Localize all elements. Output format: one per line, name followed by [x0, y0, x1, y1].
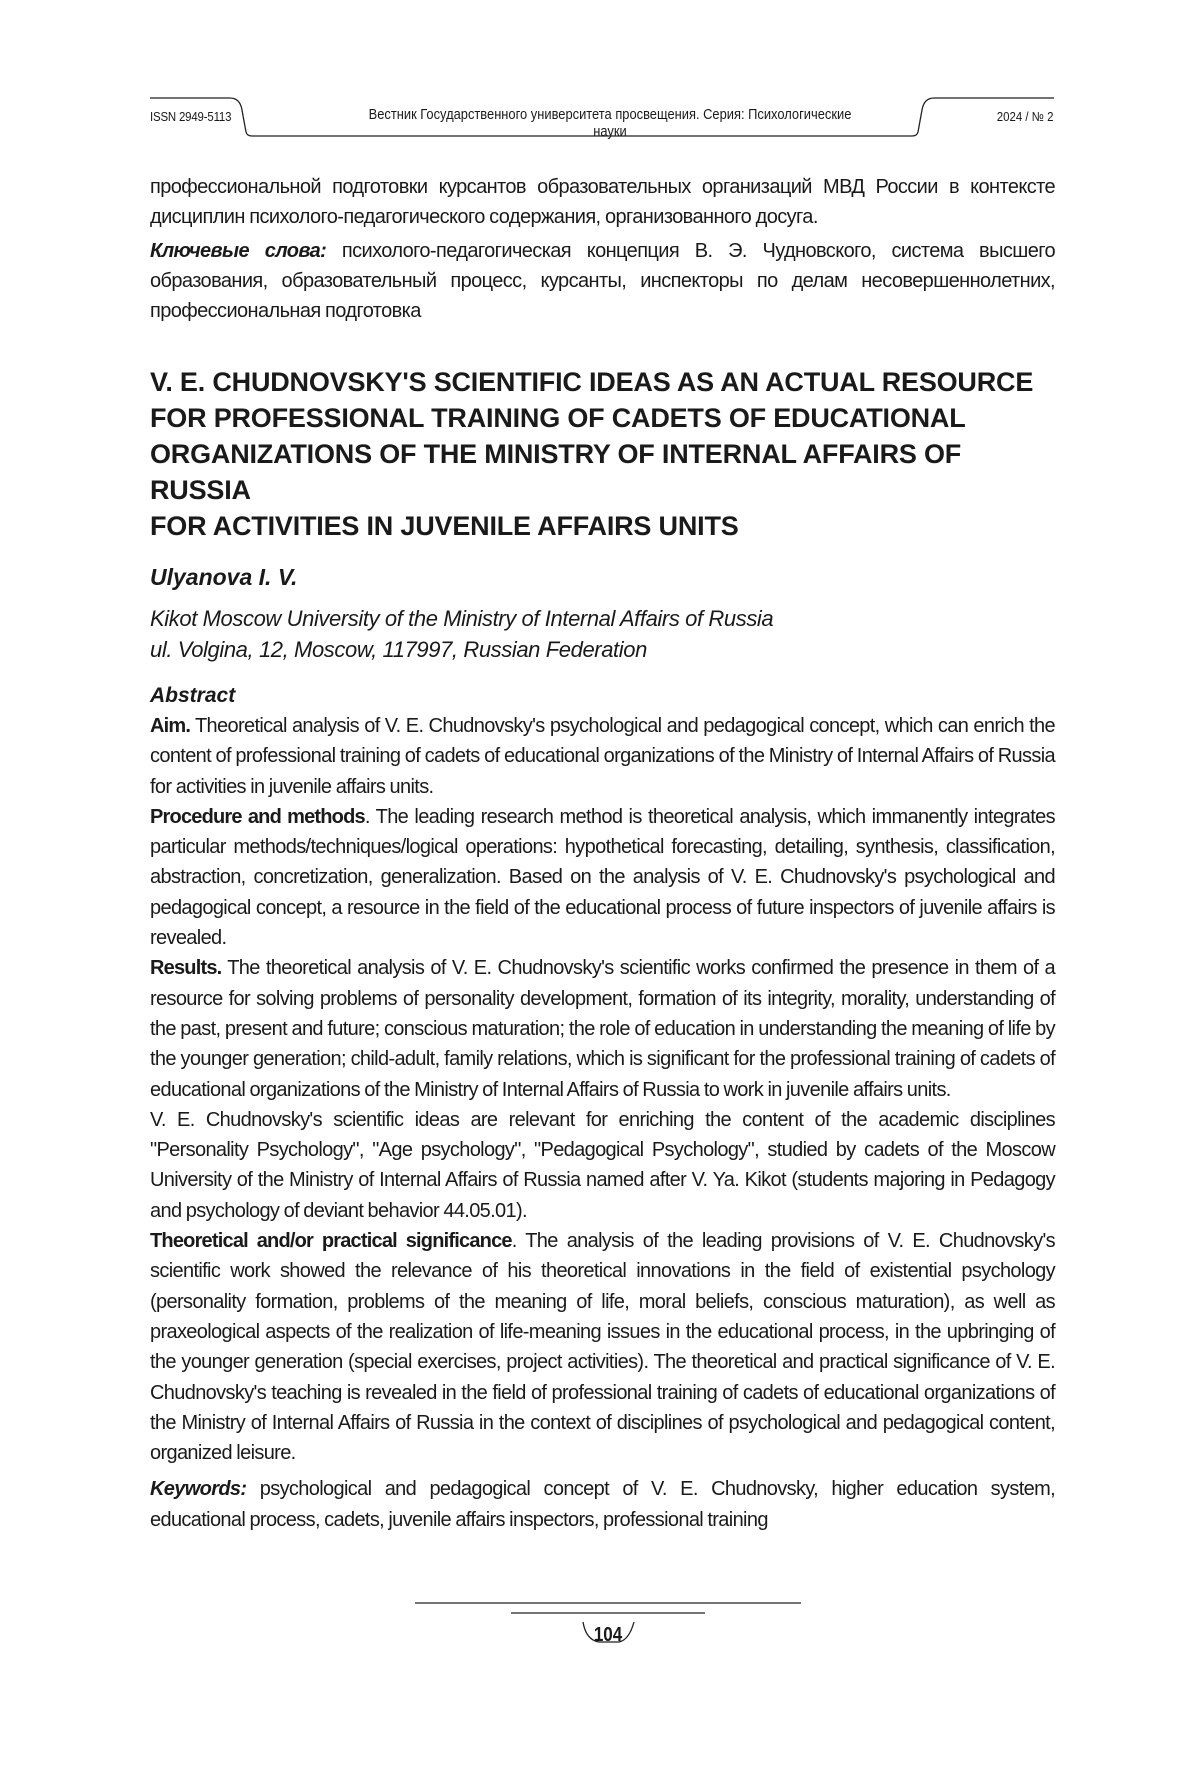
methods-label: Procedure and methods — [150, 805, 365, 828]
page-number: 104 — [593, 1624, 623, 1646]
english-keywords-label: Keywords: — [150, 1478, 247, 1501]
english-keywords — [150, 1474, 1055, 1535]
author-name: Ulyanova I. V. — [150, 564, 298, 590]
results-text: The theoretical analysis of V. E. Chudnovsky's scientific works confirmed the presence in them of a resource for solving problems of personality development, formation of its integrity, morality, understanding of the past, present and future; conscious maturation; the role of education in understanding the meaning of life by the younger generation; child-adult, family relations, which is significant for the professional training of cadets of educational organizations of the Ministry of Internal Affairs of Russia to work in juvenile affairs units. — [150, 957, 1055, 1101]
russian-keywords-text: психолого-педагогическая концепция В. Э. Чудновского, система высшего образования, образовательный процесс, курсанты, инспекторы по делам несовершеннолетних, профессиональная подготовка — [150, 240, 1055, 322]
running-header — [150, 92, 1054, 138]
journal-title: Вестник Государственного университета просвещения. Серия: Психологические науки — [368, 106, 852, 140]
results-label: Results. — [150, 957, 222, 980]
issn-label: ISSN 2949-5113 — [150, 109, 232, 124]
author-affiliation — [150, 603, 1055, 665]
abstract-results — [150, 953, 1055, 1104]
affiliation-line-1: Kikot Moscow University of the Ministry of Internal Affairs of Russia — [150, 606, 774, 631]
page-content — [150, 172, 1055, 1535]
methods-text: . The leading research method is theoretical analysis, which immanently integrates particular methods/techniques/logical operations: hypothetical forecasting, detailing, synthesis, classification, abstraction, concretization, generalization. Based on the analysis of V. E. Chudnovsky's psychological and pedagogical concept, a resource in the field of the educational process of future inspectors of juvenile affairs is revealed. — [150, 805, 1056, 950]
russian-abstract-continuation: профессиональной подготовки курсантов образовательных организаций МВД России в контексте дисциплин психолого-педагогического содержания, организованного досуга. — [150, 176, 1055, 228]
russian-keywords — [150, 236, 1055, 326]
english-keywords-text: psychological and pedagogical concept of V. E. Chudnovsky, higher education system, educational process, cadets, juvenile affairs inspectors, professional training — [150, 1478, 1055, 1531]
russian-keywords-label: Ключевые слова: — [150, 240, 327, 262]
issue-label: 2024 / № 2 — [997, 109, 1054, 124]
significance-text: . The analysis of the leading provisions of V. E. Chudnovsky's scientific work showed the relevance of his theoretical innovations in the field of existential psychology (personality formation, problems of the meaning of life, moral beliefs, conscious maturation), as well as praxeological aspects of the realization of life-meaning issues in the educational process, in the upbringing of the younger generation (special exercises, project activities). The theoretical and practical significance of V. E. Chudnovsky's teaching is revealed in the field of professional training of cadets of educational organizations of the Ministry of Internal Affairs of Russia in the context of disciplines of psychological and pedagogical content, organized leisure. — [150, 1230, 1055, 1465]
article-title: V. E. CHUDNOVSKY'S SCIENTIFIC IDEAS AS AN ACTUAL RESOURCE FOR PROFESSIONAL TRAINING OF CADETS OF EDUCATIONAL ORGANIZATIONS OF THE MINISTRY OF INTERNAL AFFAIRS OF RUSSIA FOR ACTIVITIES IN JUVENILE AFFAIRS UNITS — [150, 367, 1034, 541]
aim-text: Theoretical analysis of V. E. Chudnovsky's psychological and pedagogical concept, which can enrich the content of professional training of cadets of educational organizations of the Ministry of Internal Affairs of Russia for activities in juvenile affairs units. — [150, 715, 1055, 798]
page-footer — [415, 1602, 801, 1662]
abstract-heading: Abstract — [150, 684, 236, 707]
aim-label: Aim. — [150, 715, 191, 737]
abstract-significance — [150, 1226, 1055, 1468]
abstract-methods — [150, 802, 1055, 953]
abstract-ideas: V. E. Chudnovsky's scientific ideas are relevant for enriching the content of the academic disciplines "Personality Psychology", "Age psychology", "Pedagogical Psychology", studied by cadets of the Moscow University of the Ministry of Internal Affairs of Russia named after V. Ya. Kikot (students majoring in Pedagogy and psychology of deviant behavior 44.05.01). — [150, 1108, 1055, 1222]
affiliation-line-2: ul. Volgina, 12, Moscow, 117997, Russian Federation — [150, 637, 647, 662]
abstract-aim — [150, 711, 1055, 802]
significance-label: Theoretical and/or practical significance — [150, 1230, 512, 1253]
